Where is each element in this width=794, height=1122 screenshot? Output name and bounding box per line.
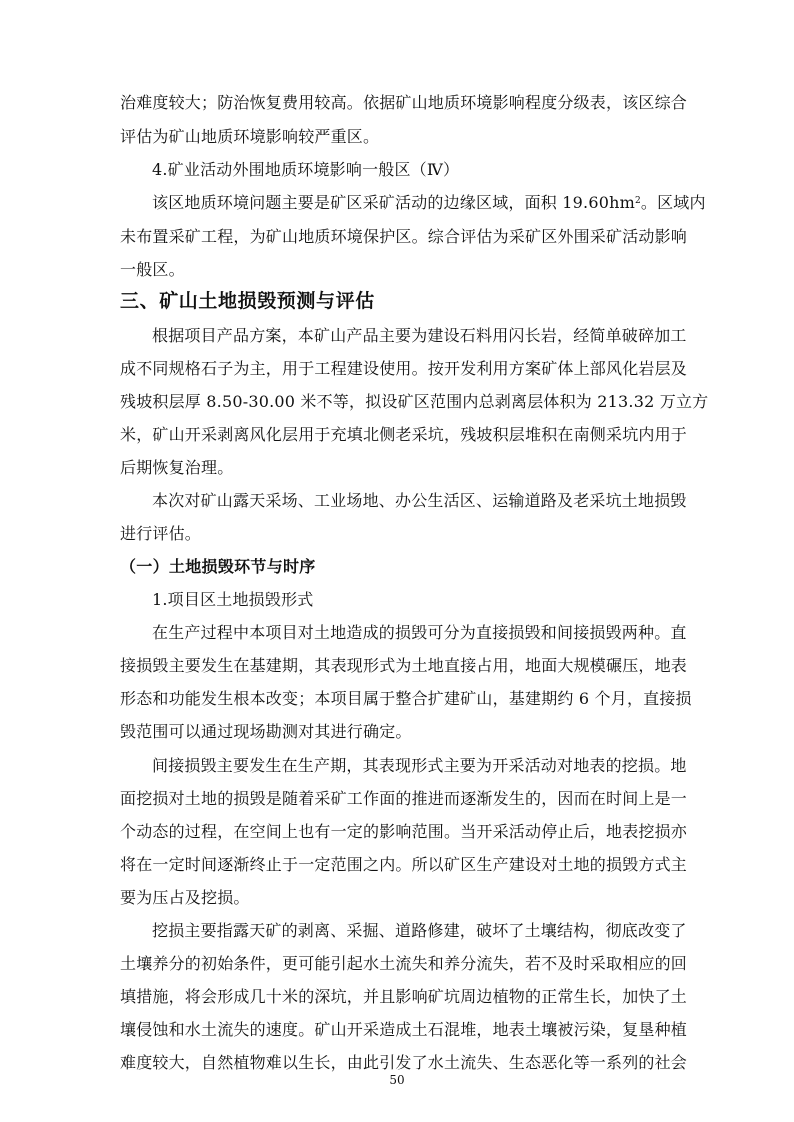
- subsection-title: （一）土地损毁环节与时序: [120, 557, 316, 576]
- zone4-heading: 4.矿业活动外围地质环境影响一般区（Ⅳ）: [152, 160, 460, 179]
- paragraph-line: 进行评估。: [120, 524, 202, 543]
- paragraph-line: 在生产过程中本项目对土地造成的损毁可分为直接损毁和间接损毁两种。直: [152, 623, 687, 642]
- paragraph-line: 接损毁主要发生在基建期，其表现形式为土地直接占用，地面大规模碾压，地表: [120, 656, 688, 675]
- paragraph-line: 间接损毁主要发生在生产期，其表现形式主要为开采活动对地表的挖损。地: [152, 756, 687, 775]
- paragraph-line: 填措施，将会形成几十米的深坑，并且影响矿坑周边植物的正常生长，加快了土: [120, 987, 688, 1006]
- paragraph-line: 一般区。: [120, 260, 185, 279]
- paragraph-line: 土壤养分的初始条件，更可能引起水土流失和养分流失，若不及时采取相应的回: [120, 954, 688, 973]
- paragraph-line: 本次对矿山露天采场、工业场地、办公生活区、运输道路及老采坑土地损毁: [152, 491, 687, 510]
- paragraph-line: 壤侵蚀和水土流失的速度。矿山开采造成土石混堆，地表土壤被污染，复垦种植: [120, 1020, 688, 1039]
- paragraph-line: 个动态的过程，在空间上也有一定的影响范围。当开采活动停止后，地表挖损亦: [120, 822, 688, 841]
- section-title: 三、矿山土地损毁预测与评估: [120, 290, 375, 312]
- paragraph-line: 毁范围可以通过现场勘测对其进行确定。: [120, 722, 412, 741]
- paragraph-line: 根据项目产品方案，本矿山产品主要为建设石料用闪长岩，经简单破碎加工: [152, 326, 687, 345]
- paragraph-line: 该区地质环境问题主要是矿区采矿活动的边缘区域，面积 $19.60hm^2$。区域内: [152, 193, 706, 212]
- paragraph-line: 米，矿山开采剥离风化层用于充填北侧老采坑，残坡积层堆积在南侧采坑内用于: [120, 425, 688, 444]
- item-title: 1.项目区土地损毁形式: [152, 590, 314, 609]
- paragraph-line: 未布置采矿工程，为矿山地质环境保护区。综合评估为采矿区外围采矿活动影响: [120, 227, 688, 246]
- page-number: 50: [389, 1073, 405, 1087]
- paragraph-line: 形态和功能发生根本改变；本项目属于整合扩建矿山，基建期约 6 个月，直接损: [120, 689, 692, 708]
- paragraph-line: 治难度较大；防治恢复费用较高。依据矿山地质环境影响程度分级表，该区综合: [120, 93, 688, 112]
- paragraph-line: 评估为矿山地质环境影响较严重区。: [120, 127, 380, 146]
- paragraph-line: 面挖损对土地的损毁是随着采矿工作面的推进而逐渐发生的，因而在时间上是一: [120, 789, 688, 808]
- paragraph-line: 难度较大，自然植物难以生长，由此引发了水土流失、生态恶化等一系列的社会: [120, 1053, 688, 1072]
- paragraph-line: 将在一定时间逐渐终止于一定范围之内。所以矿区生产建设对土地的损毁方式主: [120, 855, 688, 874]
- paragraph-line: 成不同规格石子为主，用于工程建设使用。按开发利用方案矿体上部风化岩层及: [120, 359, 688, 378]
- paragraph-line: 要为压占及挖损。: [120, 888, 250, 907]
- paragraph-line: 残坡积层厚 8.50-30.00 米不等，拟设矿区范围内总剥离层体积为 213.32 万立方: [120, 392, 709, 411]
- paragraph-line: 后期恢复治理。: [120, 458, 234, 477]
- paragraph-line: 挖损主要指露天矿的剥离、采掘、道路修建，破坏了土壤结构，彻底改变了: [152, 921, 687, 940]
